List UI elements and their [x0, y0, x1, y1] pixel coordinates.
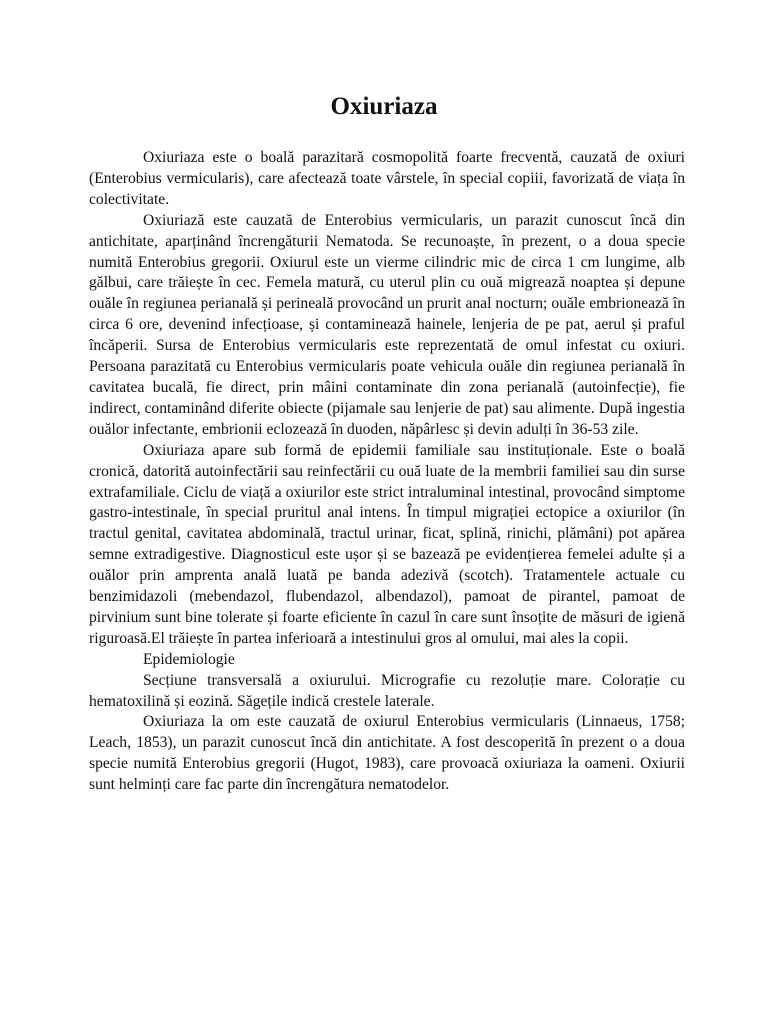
paragraph-figure-caption: Secțiune transversală a oxiurului. Micrografie cu rezoluție mare. Colorație cu hematoxilină și eozină. Săgețile indică crestele laterale.	[89, 671, 685, 710]
paragraph-etiology: Oxiuriază este cauzată de Enterobius vermicularis, un parazit cunoscut încă din antichitate, aparținând încrengăturii Nematoda. Se recunoaște, în prezent, o a doua specie numită Enterobius gregorii. Oxiurul este un vierme cilindric mic de circa 1 cm lungime, alb gălbui, care trăiește în cec. Femela matură, cu uterul plin cu ouă migrează noaptea și depune ouăle în regiunea perianală și perineală provocând un prurit anal nocturn; ouăle embrionează în circa 6 ore, devenind infecțioase, și contaminează hainele, lenjeria de pe pat, aerul și praful încăperii. Sursa de Enterobius vermicularis este reprezentată de omul infestat cu oxiuri. Persoana parazitată cu Enterobius vermicularis poate vehicula ouăle din regiunea perianală în cavitatea bucală, fie direct, prin mâini contaminate din zona perianală (autoinfecție), fie indirect, contaminând diferite obiecte (pijamale sau lenjerie de pat) sau alimente. După ingestia ouălor infectante, embrionii eclozează în duoden, năpârlesc și devin adulți în 36-53 zile.	[89, 211, 685, 438]
paragraph-clinical: Oxiuriaza apare sub formă de epidemii familiale sau instituționale. Este o boală cronică, datorită autoinfectării sau reinfectării cu ouă luate de la membrii familiei sau din surse extrafamiliale. Ciclu de viață a oxiurilor este strict intraluminal intestinal, provocând simptome gastro-intestinale, în special pruritul anal intens. În timpul migrației ectopice a oxiurilor (în tractul genital, cavitatea abdominală, tractul urinar, ficat, splină, rinichi, plămâni) pot apărea semne extradigestive. Diagnosticul este ușor și se bazează pe evidențierea femelei adulte și a ouălor prin amprenta anală luată pe banda adezivă (scotch). Tratamentele actuale cu benzimidazoli (mebendazol, flubendazol, albendazol), pamoat de pirantel, pamoat de pirvinium sunt bine tolerate și foarte eficiente în cazul în care sunt însoțite de măsuri de igienă riguroasă.El trăiește în partea inferioară a intestinului gros al omului, mai ales la copii.	[89, 441, 685, 647]
section-heading-epidemiology: Epidemiologie	[143, 650, 235, 668]
document-body	[89, 148, 685, 796]
paragraph-intro: Oxiuriaza este o boală parazitară cosmopolită foarte frecventă, cauzată de oxiuri (Enterobius vermicularis), care afectează toate vârstele, în special copiii, favorizată de viața în colectivitate.	[89, 149, 685, 208]
paragraph-species: Oxiuriaza la om este cauzată de oxiurul Enterobius vermicularis (Linnaeus, 1758; Leach, 1853), un parazit cunoscut încă din antichitate. A fost descoperită în prezent o a doua specie numită Enterobius gregorii (Hugot, 1983), care provoacă oxiuriaza la oameni. Oxiurii sunt helminți care fac parte din încrengătura nematodelor.	[89, 713, 685, 794]
document-title: Oxiuriaza	[330, 93, 438, 120]
